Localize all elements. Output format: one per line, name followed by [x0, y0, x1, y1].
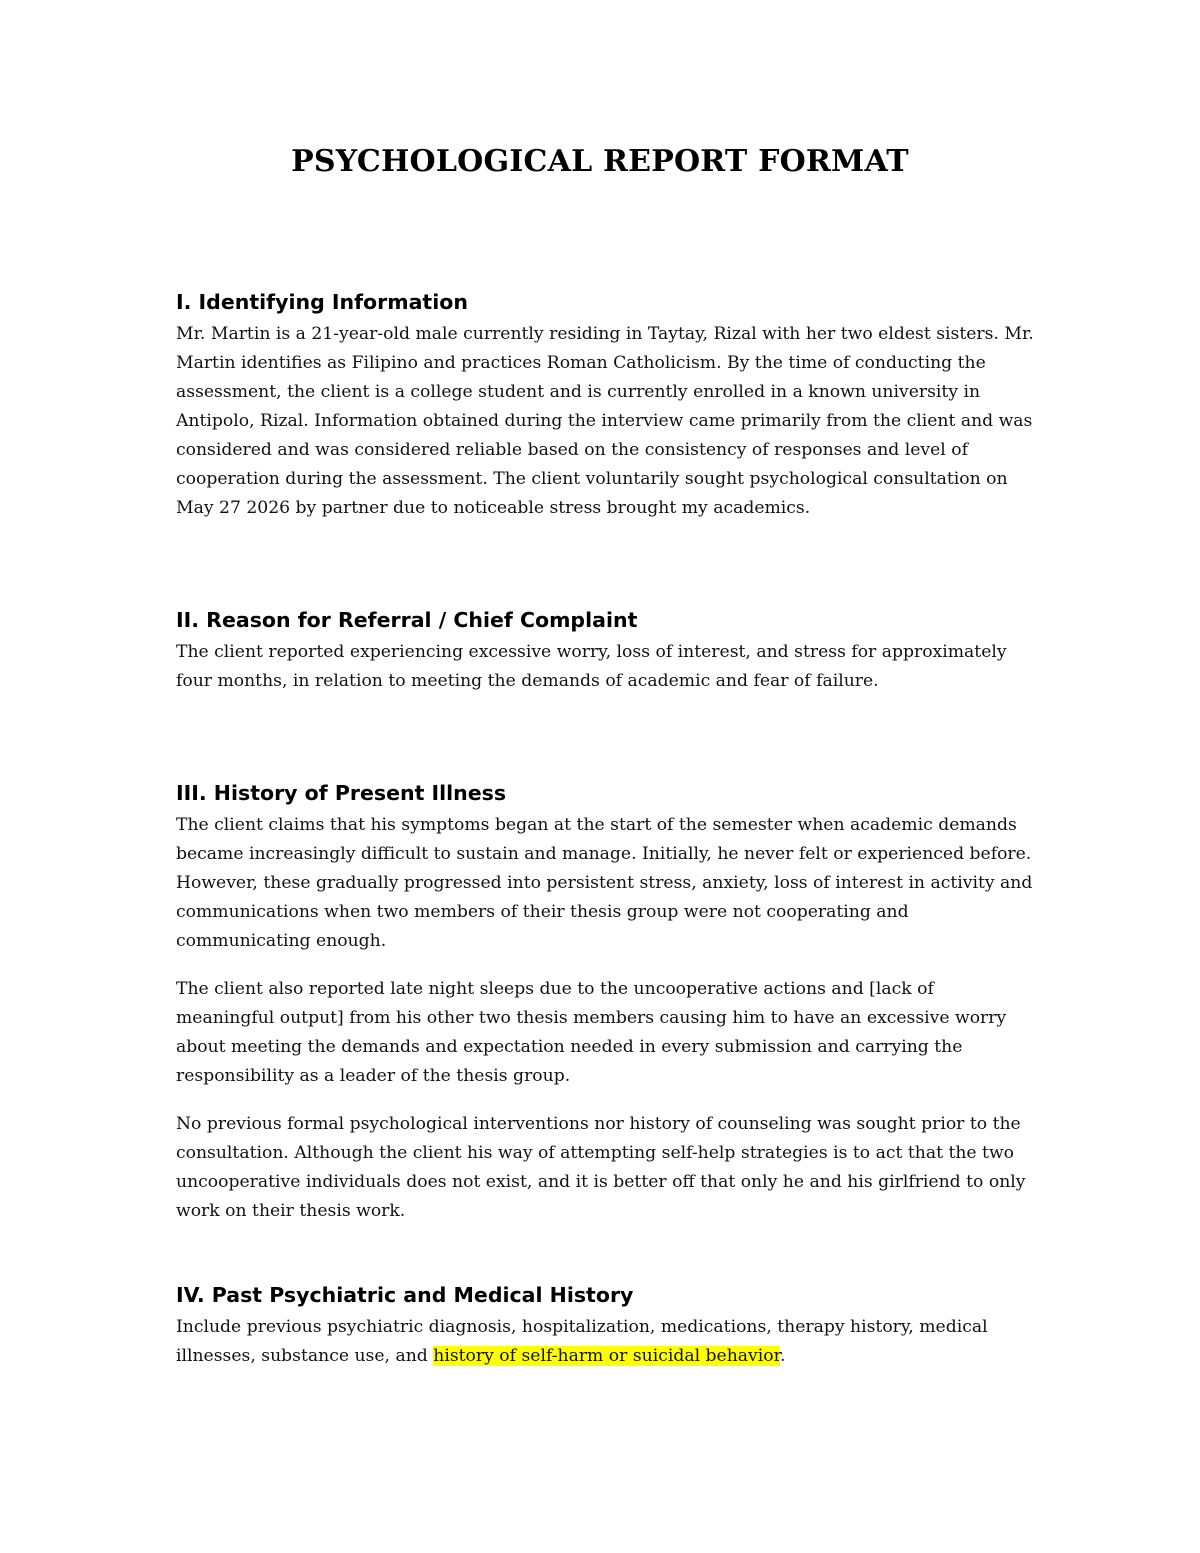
section-identifying-information [176, 288, 1036, 523]
paragraph-text-end: . [779, 1346, 786, 1366]
section-paragraph: No previous formal psychological interventions nor history of counseling was sought prior to the consultation. Although the client his way of attempting self-help strategies is to act that the two uncooperative individuals does not exist, and it is better off that only he and his girlfriend to only work on their thesis work. [176, 1114, 1026, 1221]
highlighted-text: history of self-harm or suicidal behavior [433, 1346, 780, 1366]
section-reason-for-referral [176, 606, 1036, 696]
section-heading: IV. Past Psychiatric and Medical History [176, 1283, 634, 1307]
section-history-of-present-illness [176, 779, 1036, 1226]
section-past-psychiatric-medical-history [176, 1281, 1036, 1371]
section-heading: I. Identifying Information [176, 290, 468, 314]
section-paragraph: The client claims that his symptoms began at the start of the semester when academic demands became increasingly difficult to sustain and manage. Initially, he never felt or experienced before. However, these gradually progressed into persistent stress, anxiety, loss of interest in activity and communications when two members of their thesis group were not cooperating and communicating enough. [176, 815, 1033, 951]
section-paragraph: The client reported experiencing excessive worry, loss of interest, and stress for approximately four months, in relation to meeting the demands of academic and fear of failure. [176, 642, 1007, 691]
paragraph-text: Include previous psychiatric diagnosis, hospitalization, medications, therapy history, medical illnesses, substance use, and [176, 1317, 988, 1366]
document-title: PSYCHOLOGICAL REPORT FORMAT [291, 144, 909, 179]
section-heading: III. History of Present Illness [176, 781, 507, 805]
section-paragraph [176, 1313, 1036, 1371]
section-paragraph: Mr. Martin is a 21-year-old male currently residing in Taytay, Rizal with her two eldest sisters. Mr. Martin identifies as Filipino and practices Roman Catholicism. By the time of conducting the assessment, the client is a college student and is currently enrolled in a known university in Antipolo, Rizal. Information obtained during the interview came primarily from the client and was considered and was considered reliable based on the consistency of responses and level of cooperation during the assessment. The client voluntarily sought psychological consultation on May 27 2026 by partner due to noticeable stress brought my academics. [176, 324, 1034, 518]
section-heading: II. Reason for Referral / Chief Complaint [176, 608, 638, 632]
section-paragraph: The client also reported late night sleeps due to the uncooperative actions and [lack of meaningful output] from his other two thesis members causing him to have an excessive worry about meeting the demands and expectation needed in every submission and carrying the responsibility as a leader of the thesis group. [176, 979, 1007, 1086]
